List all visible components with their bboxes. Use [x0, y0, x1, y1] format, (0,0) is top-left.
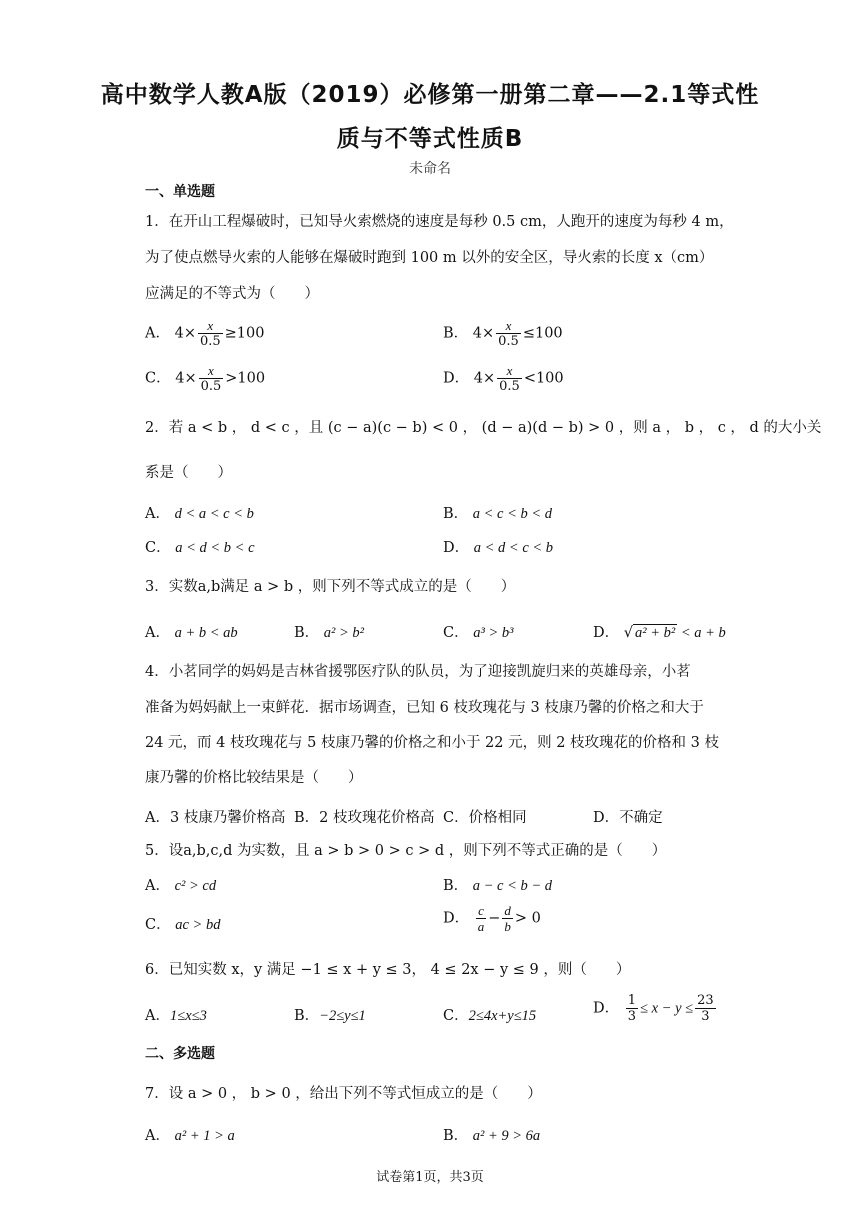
question-5-option-d[interactable]: [443, 903, 541, 934]
question-1-line-1: 1．在开山工程爆破时，已知导火索燃烧的速度是每秒 0.5 cm，人跑开的速度为每秒 4 m，: [145, 214, 734, 230]
numerator: 1: [627, 993, 637, 1008]
question-1-line-2: 为了使点燃导火索的人能够在爆破时跑到 100 m 以外的安全区，导火索的长度 x（cm）: [145, 250, 714, 266]
question-4-option-c[interactable]: [443, 806, 527, 827]
question-4-option-d[interactable]: [593, 806, 663, 827]
option-math: 2≤4x+y≤15: [468, 1008, 537, 1024]
option-label: D．: [443, 370, 470, 387]
option-label: A．: [145, 1008, 170, 1024]
option-math: > 0: [514, 910, 541, 927]
option-math: <100: [523, 370, 564, 387]
section-heading-single-choice: 一、单选题: [145, 184, 215, 200]
question-7-option-a[interactable]: [145, 1124, 235, 1145]
question-6-option-d[interactable]: [593, 993, 718, 1024]
denominator: 0.5: [200, 379, 222, 394]
page-title-line-1: 高中数学人教A版（2019）必修第一册第二章——2.1等式性: [100, 82, 760, 108]
option-math: a + b < ab: [174, 625, 238, 641]
page-title-line-2: 质与不等式性质B: [336, 126, 524, 152]
question-3-option-c[interactable]: [443, 621, 513, 642]
fraction: [626, 993, 638, 1024]
question-5-option-c[interactable]: [145, 913, 220, 934]
option-math: a < d < b < c: [175, 540, 255, 556]
question-3-option-a[interactable]: [145, 621, 238, 642]
option-label: B．: [443, 506, 469, 522]
question-4-line-4: 康乃馨的价格比较结果是（ ）: [145, 770, 363, 786]
option-math: >100: [225, 370, 266, 387]
question-3-option-d[interactable]: [593, 621, 726, 642]
option-math: d < a < c < b: [174, 506, 254, 522]
question-2-option-a[interactable]: [145, 502, 254, 523]
question-3-line-1: 3．实数a,b满足 a > b ，则下列不等式成立的是（ ）: [145, 579, 516, 595]
option-math: c² > cd: [174, 878, 217, 894]
numerator: x: [198, 318, 223, 334]
denominator: 0.5: [499, 379, 520, 394]
option-label: C．: [443, 810, 469, 826]
question-2-option-b[interactable]: [443, 502, 552, 523]
option-label: A．: [145, 1128, 170, 1144]
option-math: a² > b²: [323, 625, 364, 641]
question-5-line-1: 5．设a,b,c,d 为实数，且 a > b > 0 > c > d ，则下列不等式正确的是（ ）: [145, 843, 667, 859]
numerator: d: [504, 903, 511, 918]
question-2-option-d[interactable]: [443, 536, 553, 557]
fraction: [199, 363, 224, 394]
fraction: [476, 903, 487, 934]
option-label: B．: [294, 810, 320, 826]
question-7-line-1: 7．设 a > 0 ， b > 0 ，给出下列不等式恒成立的是（ ）: [145, 1086, 542, 1102]
option-label: C．: [145, 917, 171, 933]
minus-sign: −: [488, 910, 501, 927]
sqrt-sign: √: [623, 625, 633, 641]
option-text: 2 枝玫瑰花价格高: [319, 810, 435, 826]
option-text: 3 枝康乃馨价格高: [169, 810, 286, 826]
question-6-line-1: 6．已知实数 x，y 满足 −1 ≤ x + y ≤ 3， 4 ≤ 2x − y ≤ 9 ，则（ ）: [145, 962, 631, 978]
option-label: B．: [443, 1128, 469, 1144]
option-label: C．: [145, 540, 171, 556]
option-label: B．: [443, 878, 469, 894]
question-5-option-a[interactable]: [145, 874, 216, 895]
question-6-option-b[interactable]: [294, 1004, 366, 1025]
question-1-option-d[interactable]: [443, 363, 564, 394]
numerator: x: [496, 318, 521, 334]
numerator: 23: [697, 993, 714, 1008]
question-1-option-c[interactable]: [145, 363, 265, 394]
option-label: D．: [593, 810, 620, 826]
option-math: 4×: [473, 370, 496, 387]
option-math: ≤100: [522, 325, 563, 342]
question-4-line-1: 4．小茗同学的妈妈是吉林省援鄂医疗队的队员，为了迎接凯旋归来的英雄母亲，小茗: [145, 664, 691, 680]
fraction: [502, 903, 513, 934]
question-2-line-2: 系是（ ）: [145, 465, 232, 481]
option-math: a² + 9 > 6a: [472, 1128, 541, 1144]
denominator: b: [504, 919, 511, 934]
option-math: a < c < b < d: [472, 506, 553, 522]
question-7-option-b[interactable]: [443, 1124, 540, 1145]
option-math: 4×: [472, 325, 495, 342]
option-math: 4×: [174, 325, 196, 342]
option-math: a < d < c < b: [473, 540, 554, 556]
option-math: ac > bd: [175, 917, 221, 933]
option-label: A．: [145, 878, 170, 894]
option-label: B．: [443, 325, 469, 342]
option-label: D．: [443, 910, 470, 927]
option-label: C．: [443, 1008, 469, 1024]
option-math: ≥100: [224, 325, 265, 342]
option-label: B．: [294, 625, 320, 641]
question-6-option-a[interactable]: [145, 1004, 207, 1025]
option-math: ≤ x − y ≤: [640, 1000, 694, 1017]
option-label: D．: [443, 540, 470, 556]
numerator: x: [497, 363, 522, 379]
option-math: a³ > b³: [473, 625, 514, 641]
denominator: 0.5: [498, 334, 519, 349]
question-4-option-a[interactable]: [145, 806, 285, 827]
question-3-option-b[interactable]: [294, 621, 364, 642]
fraction: [496, 318, 521, 349]
option-label: A．: [145, 810, 170, 826]
option-math: −2≤y≤1: [319, 1008, 366, 1024]
question-1-option-b[interactable]: [443, 318, 563, 349]
numerator: c: [476, 903, 487, 919]
author: 未命名: [409, 161, 451, 177]
option-label: A．: [145, 325, 170, 342]
question-1-line-3: 应满足的不等式为（ ）: [145, 286, 319, 302]
denominator: 3: [701, 1009, 710, 1024]
option-math: 1≤x≤3: [169, 1008, 207, 1024]
question-1-option-a[interactable]: [145, 318, 264, 349]
option-label: A．: [145, 625, 170, 641]
page-footer: 试卷第1页，共3页: [376, 1170, 484, 1185]
question-4-line-2: 准备为妈妈献上一束鲜花．据市场调查，已知 6 枝玫瑰花与 3 枝康乃馨的价格之和大于: [145, 700, 704, 716]
question-5-option-b[interactable]: [443, 874, 552, 895]
question-2-option-c[interactable]: [145, 536, 255, 557]
fraction: [695, 993, 716, 1024]
option-math: a − c < b − d: [472, 878, 553, 894]
option-label: A．: [145, 506, 170, 522]
fraction: [497, 363, 522, 394]
option-math: a² + 1 > a: [174, 1128, 235, 1144]
option-text: 不确定: [619, 810, 663, 826]
option-label: B．: [294, 1008, 320, 1024]
section-heading-multiple-choice: 二、多选题: [145, 1046, 215, 1062]
option-label: C．: [145, 370, 171, 387]
option-math: 4×: [175, 370, 197, 387]
option-label: D．: [593, 625, 620, 641]
option-label: C．: [443, 625, 469, 641]
question-4-option-b[interactable]: [294, 806, 435, 827]
option-math: < a + b: [677, 625, 726, 641]
option-text: 价格相同: [468, 810, 527, 826]
question-4-line-3: 24 元，而 4 枝玫瑰花与 5 枝康乃馨的价格之和小于 22 元，则 2 枝玫瑰花的价格和 3 枝: [145, 735, 720, 751]
question-6-option-c[interactable]: [443, 1004, 536, 1025]
fraction: [198, 318, 223, 349]
numerator: x: [199, 363, 224, 379]
denominator: 3: [627, 1009, 637, 1024]
radicand: a² + b²: [635, 625, 676, 641]
denominator: 0.5: [199, 334, 221, 349]
question-2-line-1: 2．若 a < b ， d < c ，且 (c − a)(c − b) < 0 ， (d − a)(d − b) > 0 ，则 a ， b ， c ， d 的大小关: [145, 420, 822, 436]
option-label: D．: [593, 1000, 620, 1017]
denominator: a: [477, 919, 485, 934]
